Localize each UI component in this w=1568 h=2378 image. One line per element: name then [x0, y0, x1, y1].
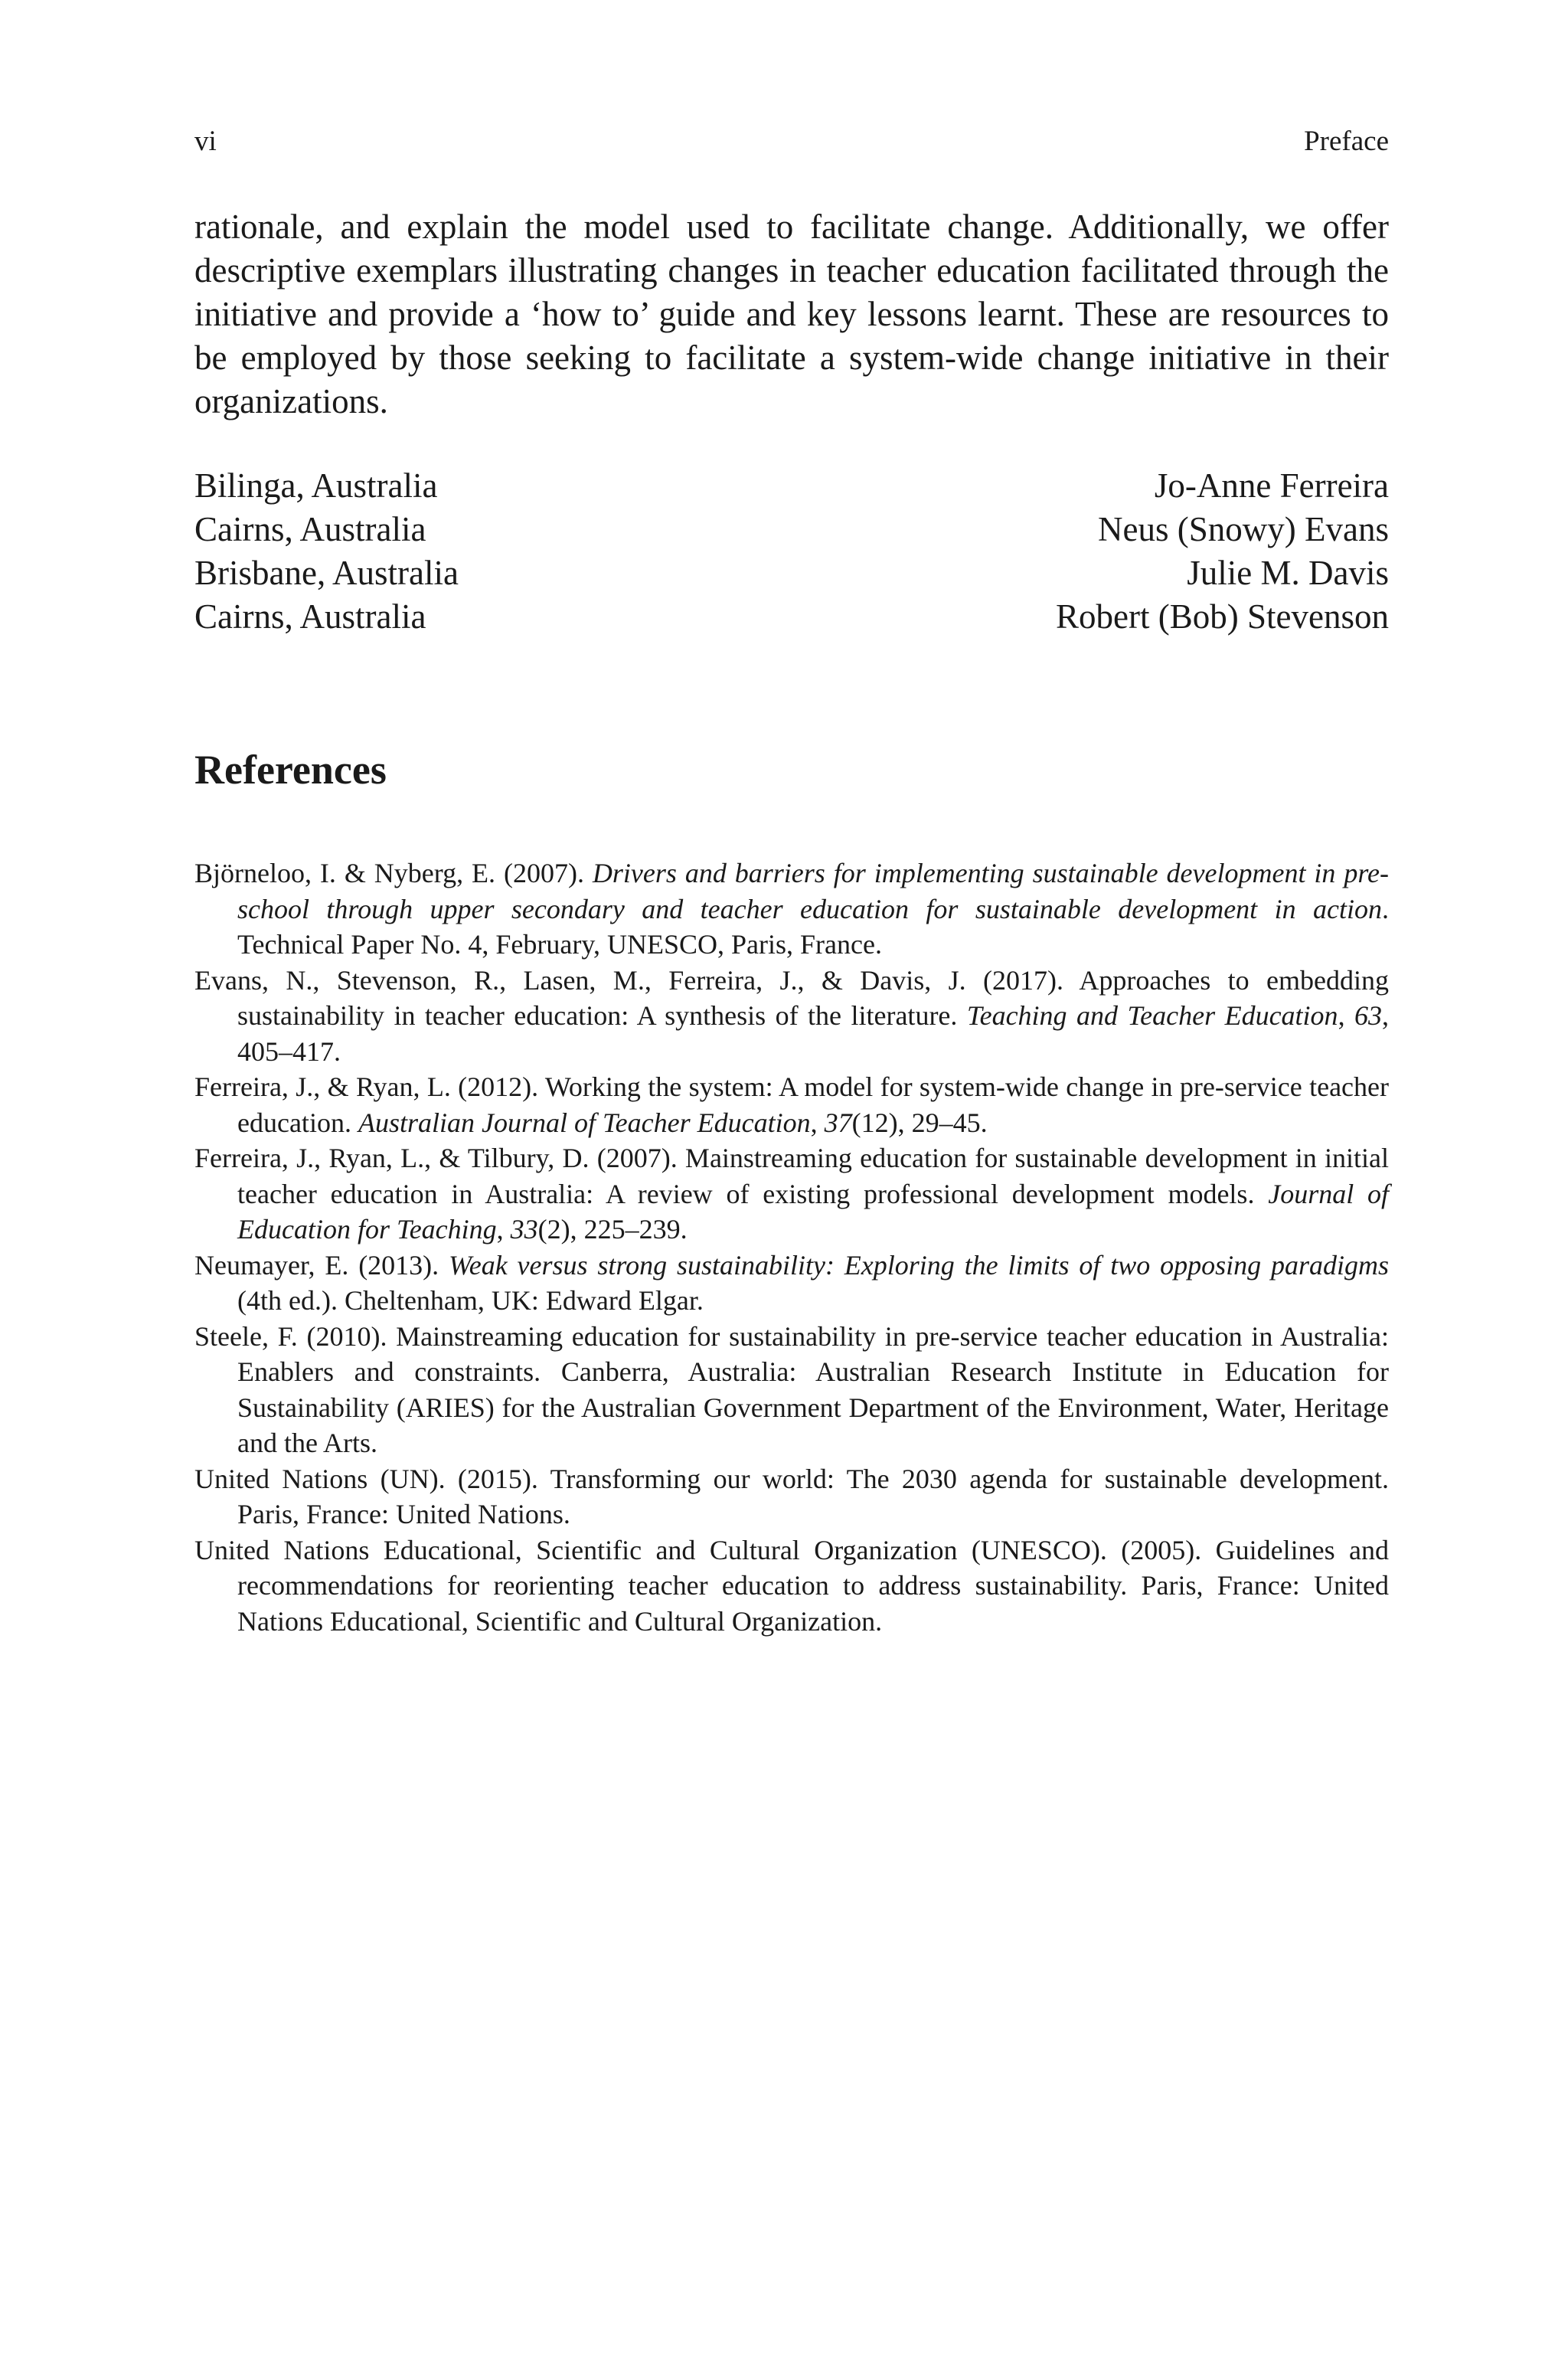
- reference-entry: United Nations (UN). (2015). Transforming our world: The 2030 agenda for sustainable development. Paris, France: United Nations.: [194, 1463, 1389, 1529]
- reference-entry: Steele, F. (2010). Mainstreaming education for sustainability in pre-service teacher education in Australia: Enablers and constraints. Canberra, Australia: Australian Research Institute in Education for Sustainability (ARIES) for the Australian Government Department of the Environment, Water, Heritage and the Arts.: [194, 1320, 1389, 1458]
- page-number: vi: [194, 126, 217, 157]
- signature-name: Robert (Bob) Stevenson: [1056, 597, 1389, 636]
- reference-text: ,: [496, 1214, 511, 1245]
- reference-text: Ferreira, J., Ryan, L., & Tilbury, D. (2007). Mainstreaming education for sustainable development in initial teacher education in Australia: A review of existing professional development models.: [194, 1143, 1389, 1209]
- reference-text: . Technical Paper No. 4, February, UNESCO, Paris, France.: [237, 893, 1389, 960]
- signature-place: Brisbane, Australia: [194, 554, 459, 592]
- signature-name: Neus (Snowy) Evans: [1098, 510, 1389, 548]
- section-title: Preface: [1304, 126, 1389, 157]
- reference-entry: [194, 1248, 1389, 1319]
- reference-text: (4th ed.). Cheltenham, UK: Edward Elgar.: [237, 1285, 704, 1316]
- reference-volume: 37: [824, 1107, 852, 1138]
- reference-text: ,: [1338, 1000, 1355, 1031]
- reference-entry: [194, 855, 1389, 963]
- reference-text: Neumayer, E. (2013).: [194, 1249, 449, 1281]
- reference-title: Weak versus strong sustainability: Exploring the limits of two opposing paradigms: [449, 1249, 1390, 1281]
- signature-name: Julie M. Davis: [1187, 554, 1389, 592]
- reference-text: Ferreira, J., & Ryan, L. (2012). Working the system: A model for system-wide change in pre-service teacher education.: [194, 1071, 1389, 1138]
- signature-row: [194, 508, 1389, 551]
- reference-text: (12), 29–45.: [851, 1107, 988, 1138]
- signature-row: [194, 551, 1389, 595]
- reference-volume: 63: [1354, 1000, 1383, 1031]
- reference-text: Bjӧrneloo, I. & Nyberg, E. (2007).: [194, 858, 593, 888]
- signature-block: [194, 464, 1389, 639]
- reference-entry: [194, 1140, 1389, 1248]
- reference-text: Evans, N., Stevenson, R., Lasen, M., Ferreira, J., & Davis, J. (2017). Approaches to embedding sustainability in teacher education: A synthesis of the literature.: [194, 964, 1389, 1031]
- signature-row: [194, 464, 1389, 508]
- reference-text: (2), 225–239.: [537, 1214, 688, 1245]
- reference-entry: [194, 1069, 1389, 1140]
- signature-place: Cairns, Australia: [194, 510, 426, 548]
- reference-list: [194, 855, 1389, 1639]
- references-heading: References: [194, 747, 387, 793]
- reference-text: , 405–417.: [237, 1000, 1390, 1067]
- reference-journal: Australian Journal of Teacher Education: [358, 1107, 811, 1138]
- signature-place: Cairns, Australia: [194, 597, 426, 636]
- reference-title: Drivers and barriers for implementing sustainable development in pre-school through upper secondary and teacher education for sustainable development in action: [237, 858, 1389, 924]
- running-head: [194, 123, 1389, 161]
- reference-journal: Journal of Education for Teaching: [237, 1178, 1389, 1245]
- reference-entry: United Nations Educational, Scientific and Cultural Organization (UNESCO). (2005). Guidelines and recommendations for reorienting teacher education to address sustainability. Paris, France: United Nations Educational, Scientific and Cultural Organization.: [194, 1534, 1389, 1637]
- signature-place: Bilinga, Australia: [194, 466, 438, 505]
- reference-volume: 33: [510, 1214, 538, 1245]
- intro-paragraph: rationale, and explain the model used to facilitate change. Additionally, we offer descriptive exemplars illustrating changes in teacher education facilitated through the initiative and provide a ‘how to’ guide and key lessons learnt. These are resources to be employed by those seeking to facilitate a system-wide change initiative in their organizations.: [194, 208, 1389, 420]
- reference-journal: Teaching and Teacher Education: [966, 1000, 1338, 1031]
- signature-name: Jo-Anne Ferreira: [1154, 466, 1389, 505]
- reference-entry: [194, 963, 1389, 1070]
- signature-row: [194, 595, 1389, 639]
- reference-text: ,: [810, 1107, 825, 1138]
